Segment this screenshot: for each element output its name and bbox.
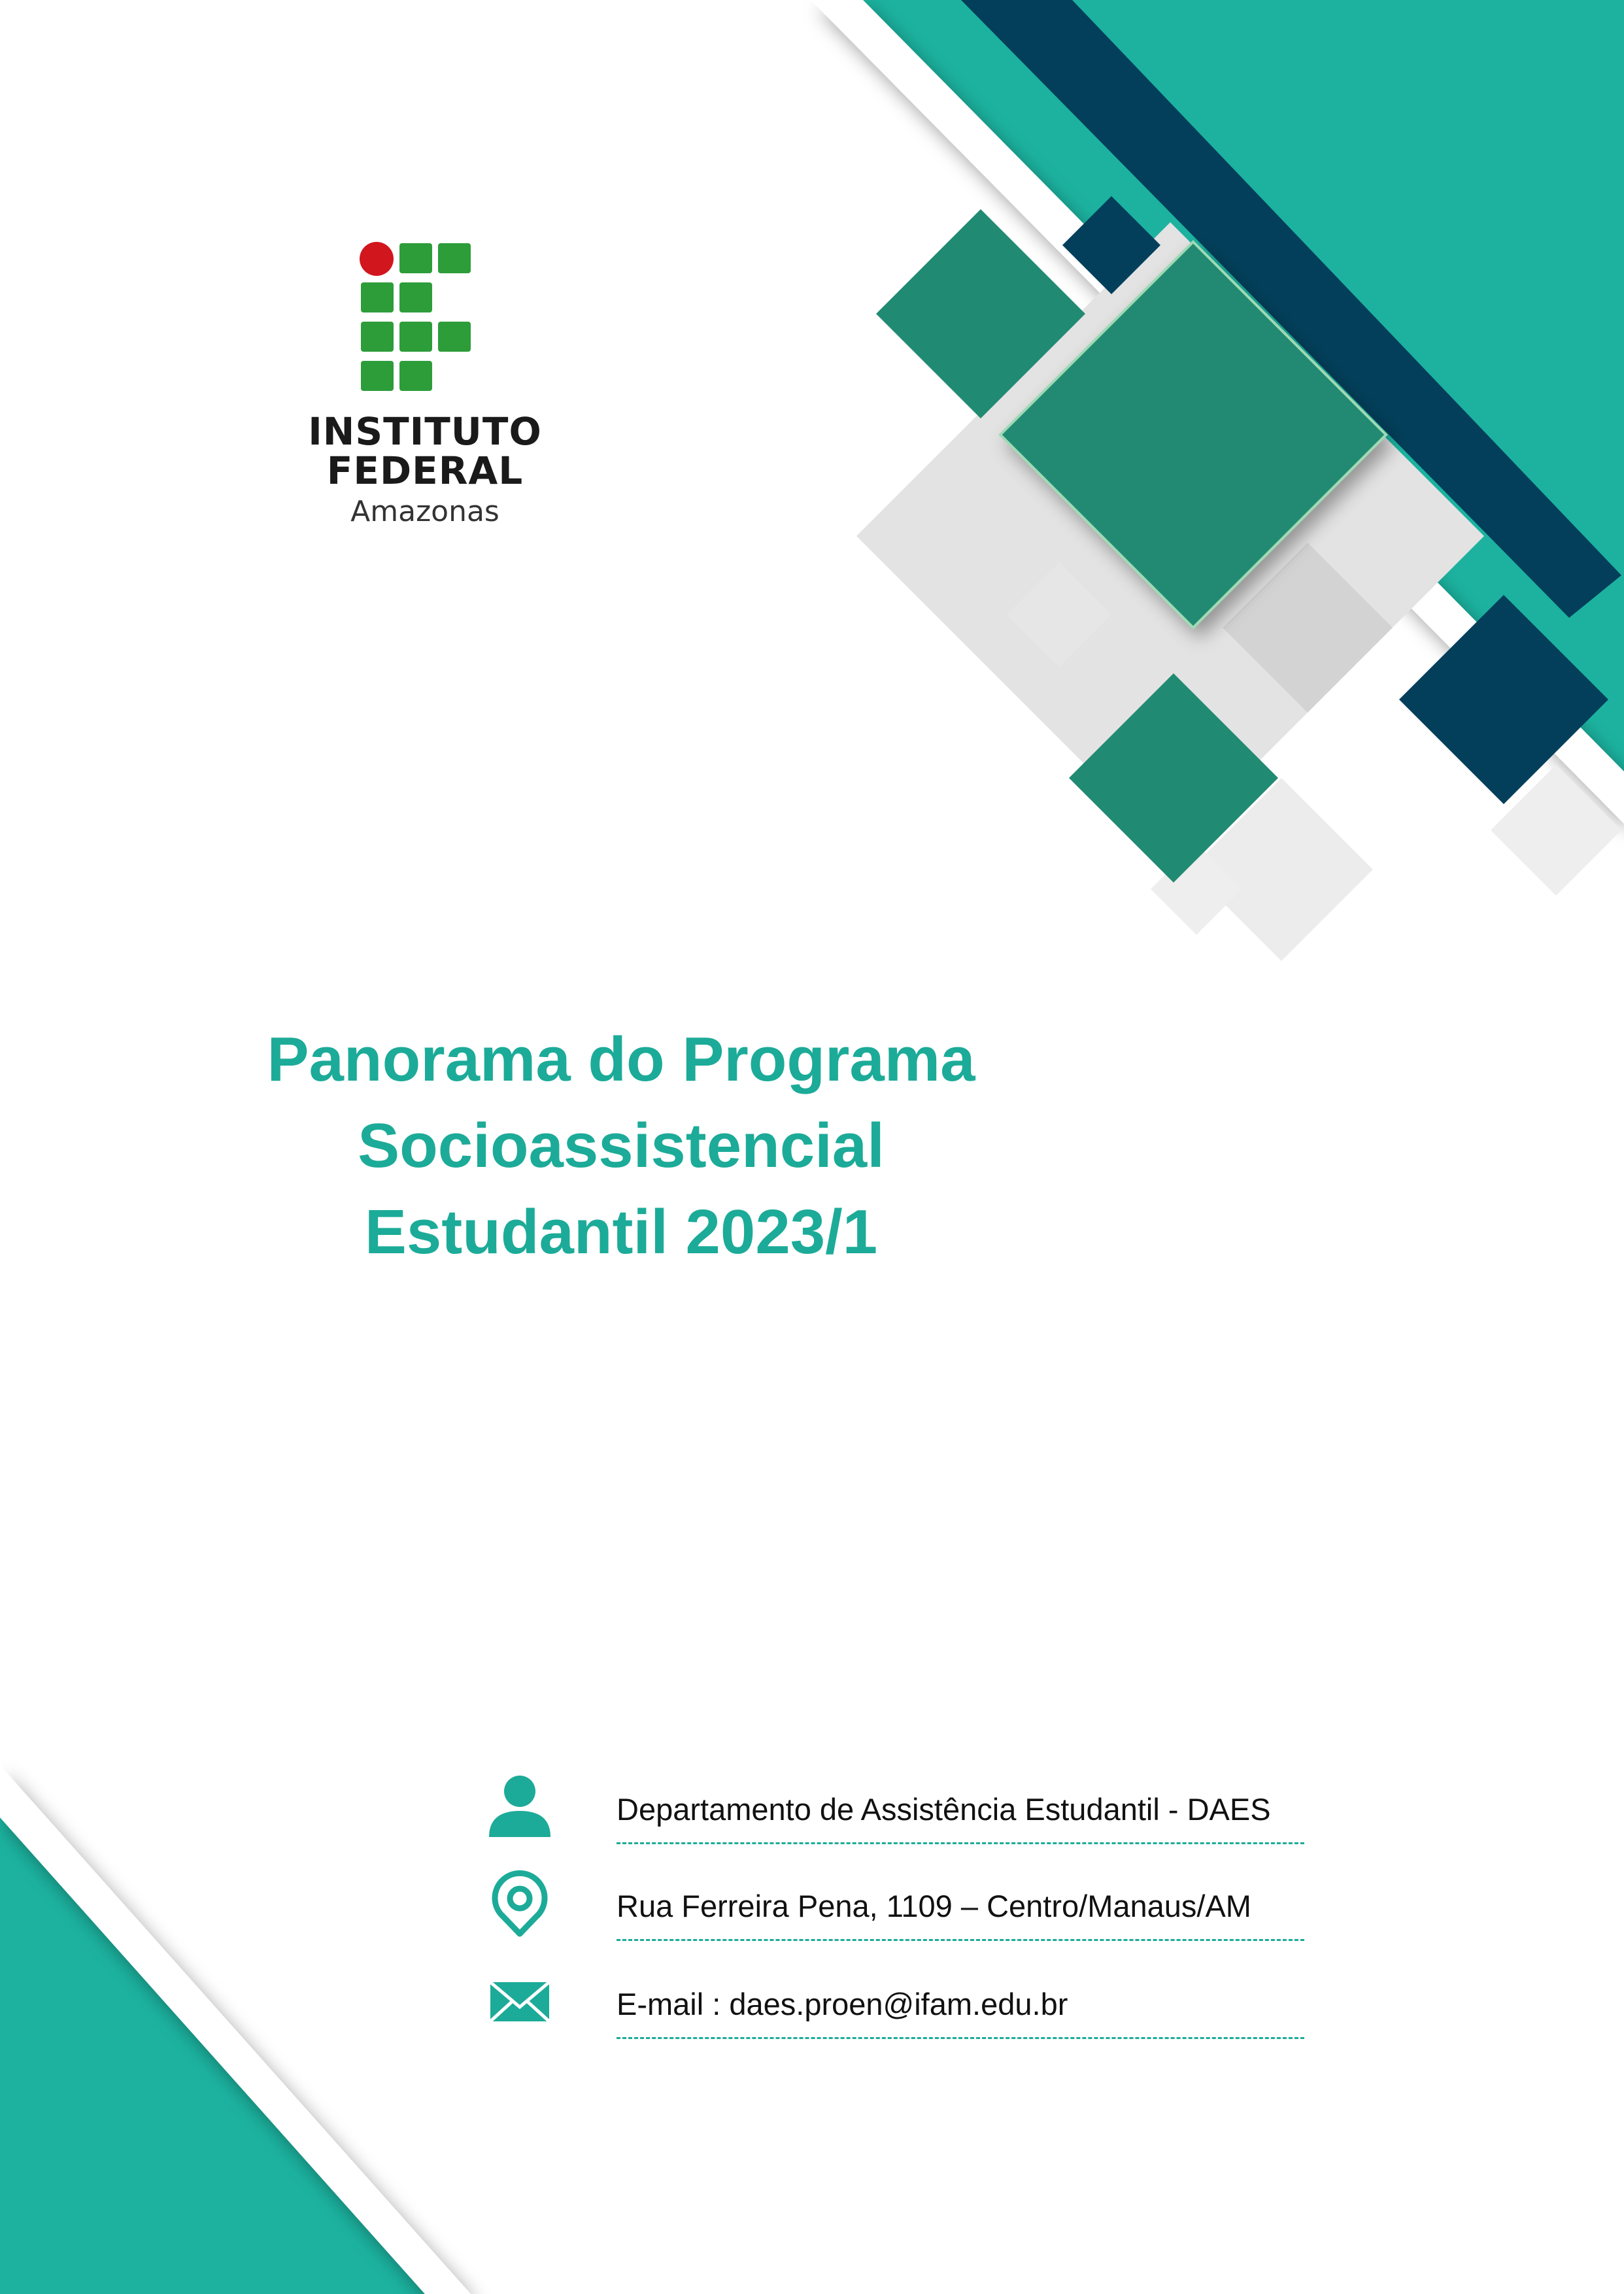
divider-line	[617, 2037, 1304, 2039]
logo-grid-icon	[360, 242, 477, 395]
person-icon	[484, 1772, 556, 1844]
title-line-2: Socioassistencial	[358, 1111, 885, 1181]
location-pin-icon	[484, 1868, 556, 1940]
document-title	[196, 1017, 1046, 1275]
address-text: Rua Ferreira Pena, 1109 – Centro/Manaus/AM	[617, 1889, 1251, 1923]
contact-address	[484, 1868, 1314, 1953]
logo-text-instituto: INSTITUTO	[308, 409, 542, 454]
envelope-icon	[484, 1966, 556, 2038]
title-line-1: Panorama do Programa	[267, 1024, 975, 1094]
institution-logo	[294, 242, 556, 543]
logo-text-amazonas: Amazonas	[350, 495, 499, 528]
logo-text-federal: FEDERAL	[326, 448, 524, 493]
divider-line	[617, 1842, 1304, 1844]
email-text: E-mail : daes.proen@ifam.edu.br	[617, 1987, 1068, 2021]
title-line-3: Estudantil 2023/1	[364, 1197, 878, 1267]
divider-line	[617, 1939, 1304, 1941]
contact-department	[484, 1772, 1314, 1857]
contact-email	[484, 1966, 1314, 2051]
department-text: Departamento de Assistência Estudantil - DAES	[617, 1792, 1271, 1827]
